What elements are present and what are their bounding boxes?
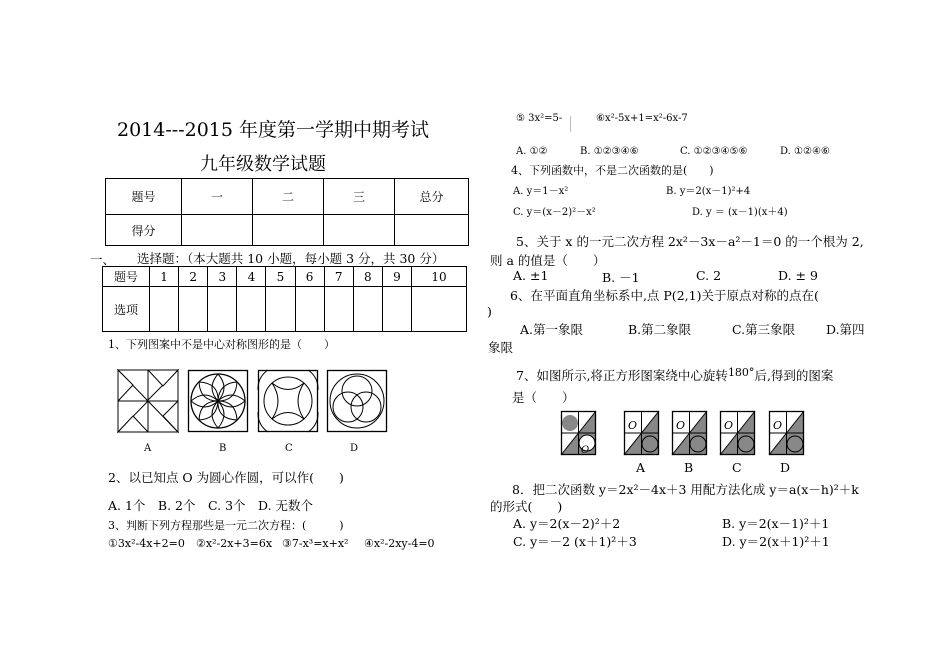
answer-table [102, 266, 467, 332]
answer-cell[interactable] [150, 287, 179, 332]
answer-cell[interactable] [237, 287, 266, 332]
q2-options: A. 1个 B. 2个 C. 3个 D. 无数个 [108, 498, 314, 513]
q7-option-c: C [732, 460, 742, 475]
answer-table-number: 6 [295, 267, 324, 287]
answer-table-number: 9 [382, 267, 411, 287]
section-heading: 选择题：（本大题共 10 小题，每小题 3 分，共 30 分） [137, 251, 445, 266]
q7-line2: 是（ ） [512, 390, 575, 405]
q6-choice: C.第三象限 [732, 322, 796, 337]
score-table-header: 三 [324, 179, 395, 215]
q8-line2: 的形式( ) [490, 499, 563, 514]
score-table-header: 二 [253, 179, 324, 215]
section-number: 一、 [90, 252, 116, 267]
q6-choice: B.第二象限 [628, 322, 692, 337]
q4-choice: D. y ＝ (x－1)(x＋4) [692, 207, 788, 218]
answer-cell[interactable] [324, 287, 353, 332]
q5-choice: A. ±1 [513, 268, 549, 283]
q7-line1-a: 7、如图所示,将正方形图案绕中心旋转 [516, 368, 728, 383]
q8-choice: B. y＝2(x－1)²＋1 [722, 516, 830, 531]
q5-line2: 则 a 的值是（ ） [490, 253, 606, 268]
q6-line2: ) [487, 304, 492, 319]
score-cell[interactable] [324, 215, 395, 246]
score-cell[interactable] [182, 215, 253, 246]
answer-cell[interactable] [411, 287, 466, 332]
q6-tail: 象限 [488, 340, 514, 355]
answer-cell[interactable] [353, 287, 382, 332]
answer-cell[interactable] [382, 287, 411, 332]
q1-text: 1、下列图案中不是中心对称图形的是（ ） [108, 338, 335, 351]
q7-angle: 180° [727, 366, 755, 379]
q8-line1: 8．把二次函数 y＝2x²－4x＋3 用配方法化成 y＝a(x－h)²＋k [512, 482, 859, 497]
answer-table-number: 3 [208, 267, 237, 287]
q4-choice: A. y＝1－x² [513, 186, 569, 197]
q7-figure-d [769, 411, 804, 455]
score-table-label: 题号 [106, 179, 182, 215]
q6-line1: 6、在平面直角坐标系中,点 P(2,1)关于原点对称的点在( [510, 288, 819, 303]
q1-option-a: A [144, 443, 152, 454]
answer-cell[interactable] [208, 287, 237, 332]
q5-choice: C. 2 [696, 268, 722, 283]
q7-option-b: B [684, 460, 694, 475]
q4-text: 4、下列函数中，不是二次函数的是( ) [511, 164, 714, 177]
q5-choice: D. ± 9 [778, 268, 818, 283]
score-cell[interactable] [395, 215, 469, 246]
q7-figure-c [720, 411, 755, 455]
answer-cell[interactable] [179, 287, 208, 332]
answer-cell[interactable] [266, 287, 295, 332]
q3-choice: D. ①②④⑥ [780, 146, 830, 157]
q7-letter: O [773, 419, 783, 432]
score-cell[interactable] [253, 215, 324, 246]
q3-fraction-mark [570, 116, 575, 132]
q7-original-figure [561, 411, 596, 455]
q7-letter: O [628, 419, 638, 432]
answer-table-number: 7 [324, 267, 353, 287]
q1-option-c: C [285, 443, 293, 454]
q3-item: ④x²-2xy-4=0 [364, 537, 435, 550]
exam-subtitle: 九年级数学试题 [200, 154, 326, 175]
answer-cell[interactable] [295, 287, 324, 332]
q1-option-d: D [350, 443, 359, 454]
q3-item: ⑤ 3x²=5- [516, 113, 563, 124]
q7-letter: O [581, 445, 590, 456]
q3-choice: A. ①② [516, 146, 548, 157]
q7-figure-b [672, 411, 707, 455]
q5-choice: B. －1 [602, 270, 640, 285]
q7-letter: O [676, 419, 686, 432]
q1-figure-d [327, 370, 387, 432]
answer-table-number: 8 [353, 267, 382, 287]
answer-table-number: 10 [411, 267, 466, 287]
q4-choice: C. y＝(x－2)²－x² [513, 207, 596, 218]
q7-line1-b: 后,得到的图案 [754, 368, 834, 383]
q1-figure-c [258, 370, 318, 432]
q3-choice: C. ①②③④⑤⑥ [680, 146, 748, 157]
q8-choice: A. y＝2(x－2)²＋2 [513, 516, 621, 531]
q3-choice: B. ①②③④⑥ [580, 146, 639, 157]
answer-table-number: 5 [266, 267, 295, 287]
score-table-header: 总分 [395, 179, 469, 215]
q2-text: 2、以已知点 O 为圆心作圆，可以作( ) [108, 470, 344, 485]
q8-choice: C. y＝－2 (x＋1)²＋3 [513, 534, 637, 549]
q7-letter: O [724, 419, 734, 432]
q1-figure-b [188, 370, 248, 432]
answer-table-number: 2 [179, 267, 208, 287]
q1-option-b: B [219, 443, 227, 454]
score-table [105, 178, 469, 246]
q3-text: 3、判断下列方程那些是一元二次方程：( ) [108, 519, 344, 532]
exam-title: 2014---2015 年度第一学期中期考试 [117, 119, 430, 141]
q6-choice: A.第一象限 [520, 322, 584, 337]
q5-line1: 5、关于 x 的一元二次方程 2x²－3x－a²－1＝0 的一个根为 2, [516, 234, 864, 249]
answer-table-number: 1 [150, 267, 179, 287]
score-table-label: 得分 [106, 215, 182, 246]
q8-choice: D. y＝2(x＋1)²＋1 [722, 534, 830, 549]
q3-item: ⑥x²-5x+1=x²-6x-7 [596, 113, 688, 124]
answer-table-number: 4 [237, 267, 266, 287]
q7-option-a: A [636, 460, 646, 475]
q7-line1 [516, 366, 833, 384]
answer-table-label: 选项 [103, 287, 150, 332]
q3-item: ③7-x³=x+x² [282, 537, 349, 550]
q7-figure-a [624, 411, 659, 455]
q1-figure-a [118, 370, 178, 432]
q3-item: ②x²-2x+3=6x [196, 537, 273, 550]
answer-table-label: 题号 [103, 267, 150, 287]
score-table-header: 一 [182, 179, 253, 215]
q3-item: ①3x²-4x+2=0 [108, 537, 185, 550]
q7-option-d: D [780, 460, 791, 475]
q6-choice: D.第四 [826, 322, 865, 337]
q4-choice: B. y＝2(x－1)²+4 [666, 186, 751, 197]
